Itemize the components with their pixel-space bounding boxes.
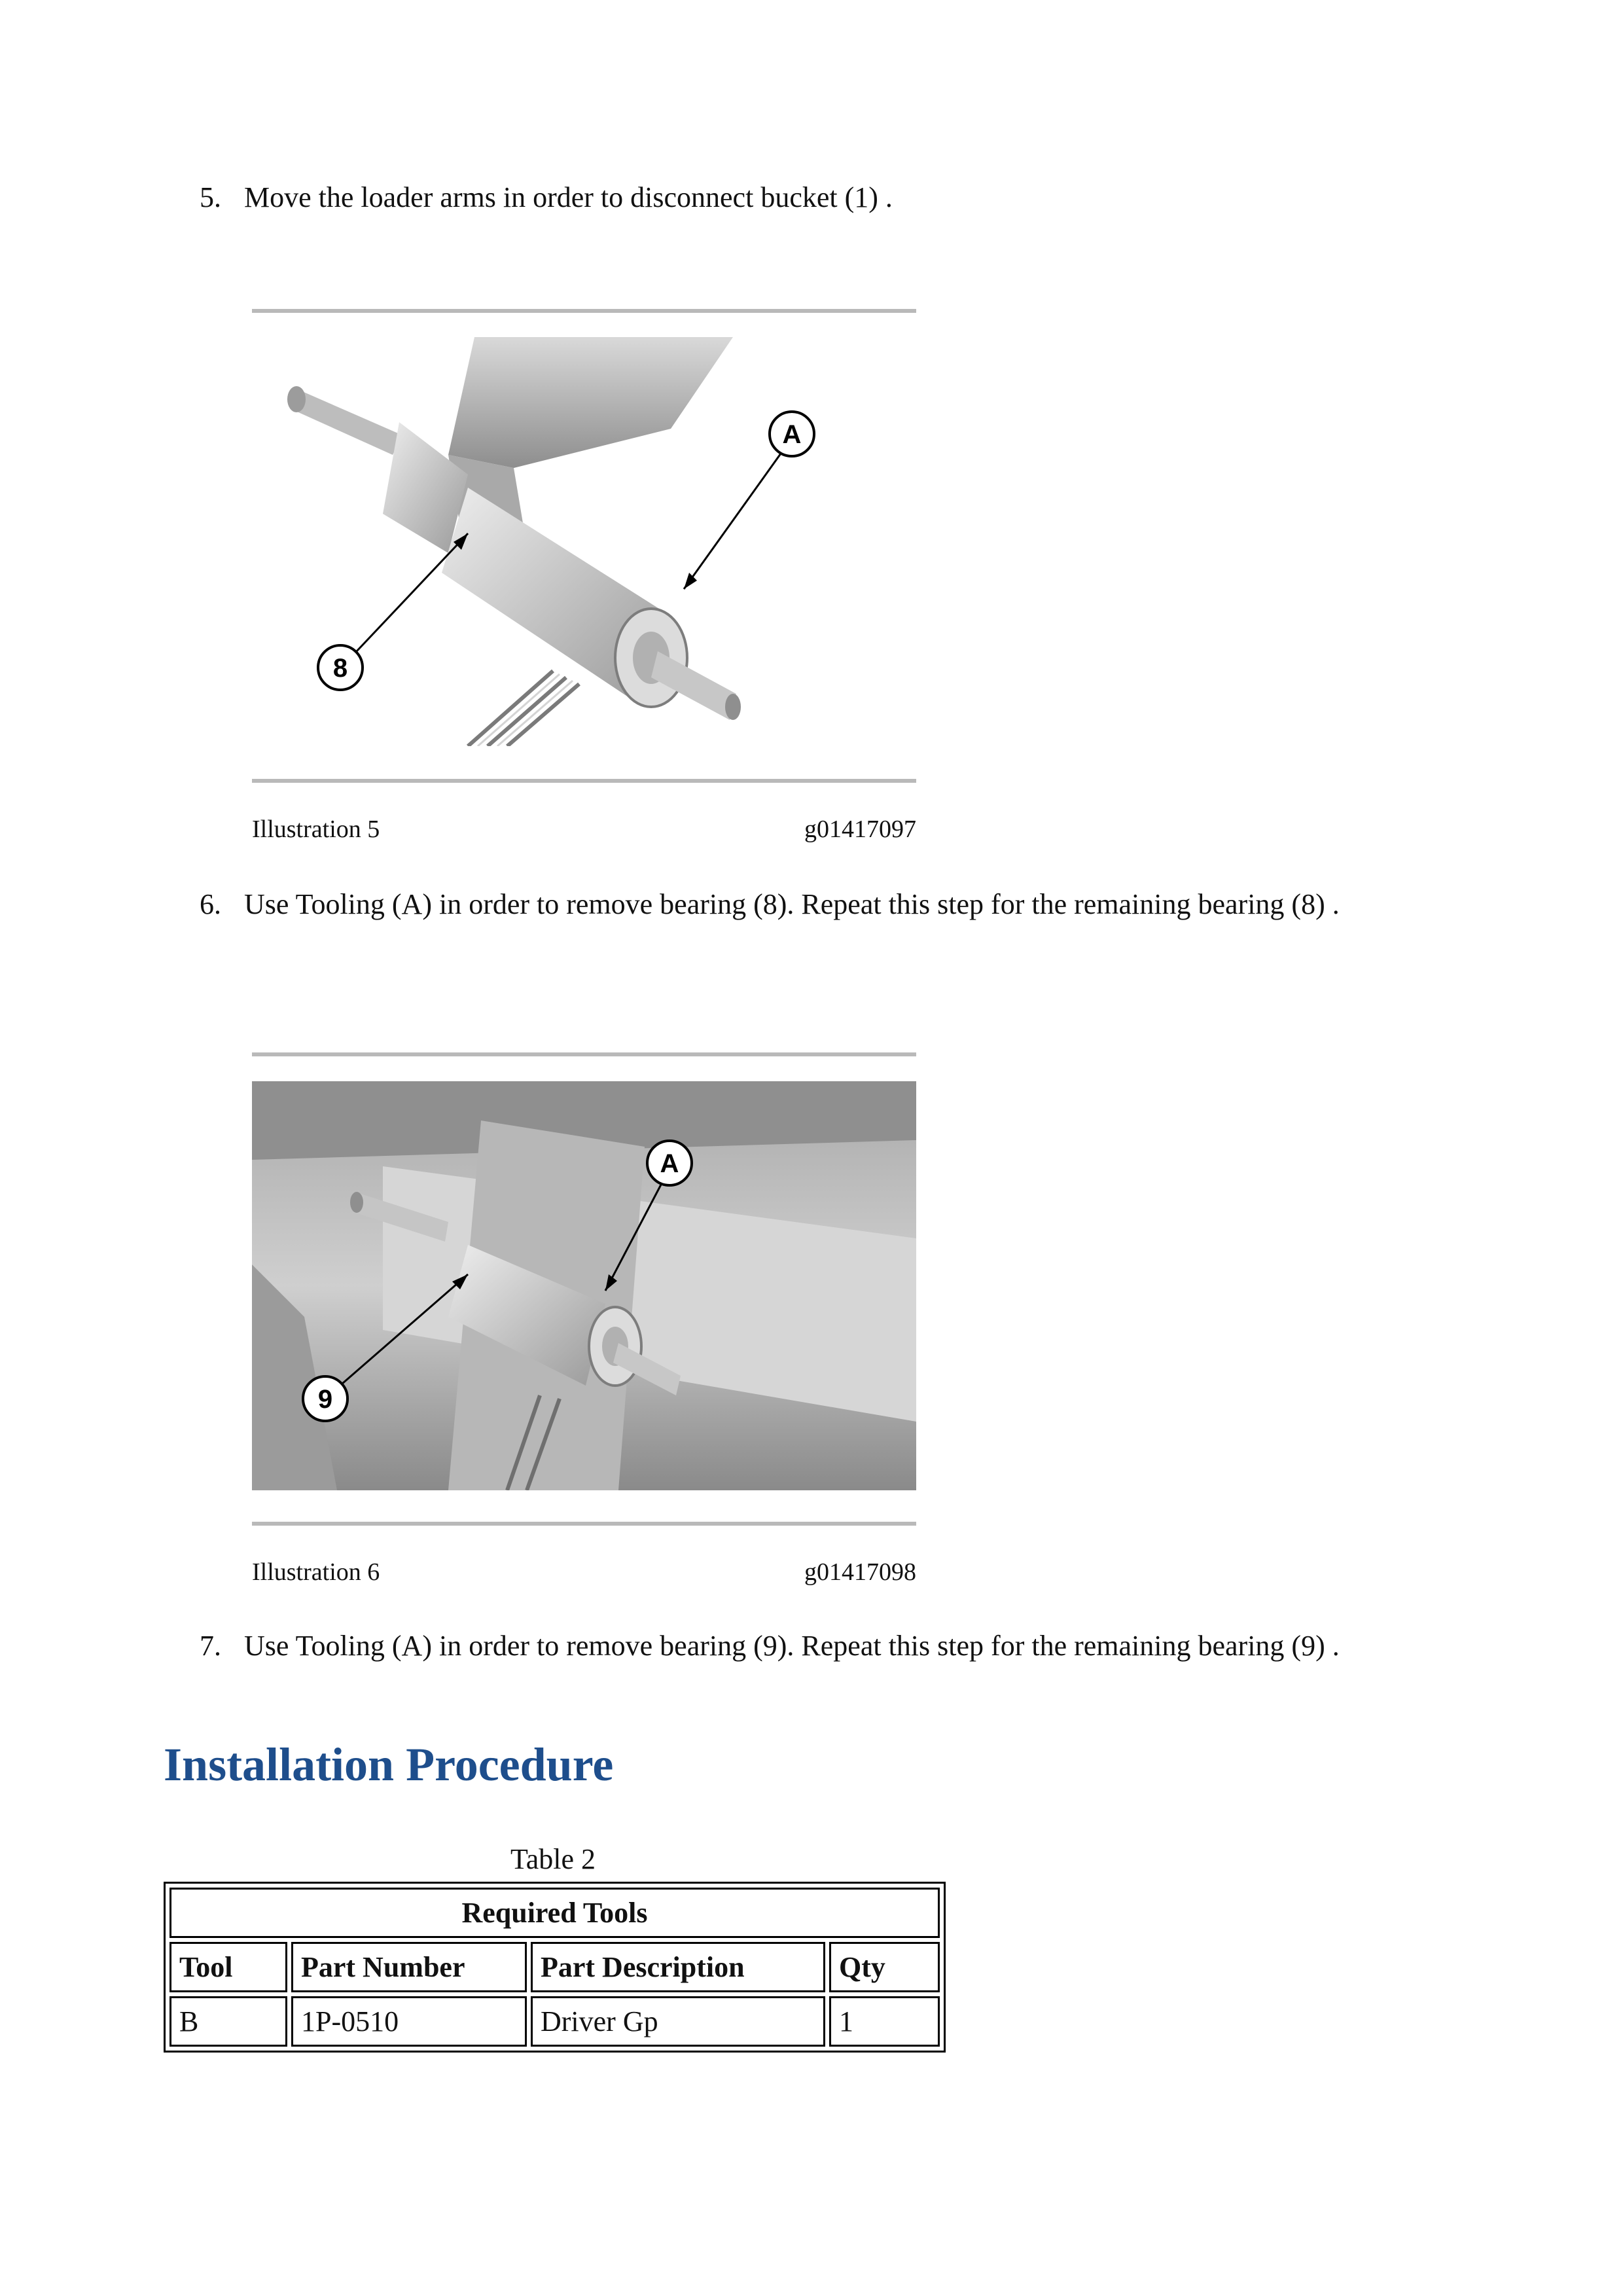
illustration-code: g01417097: [804, 816, 916, 843]
illustration-label: Illustration 5: [252, 816, 380, 843]
cell-qty: 1: [829, 1996, 940, 2047]
illustration-6-caption: [252, 1558, 916, 1590]
table-header-row: [169, 1942, 940, 1992]
illustration-5-image: [252, 337, 916, 746]
table-title-row: [169, 1888, 940, 1938]
column-header-qty: Qty: [829, 1942, 940, 1992]
table-title: Required Tools: [169, 1888, 940, 1938]
step-6: [200, 885, 1443, 963]
step-number: 5.: [200, 181, 221, 213]
illustration-label: Illustration 6: [252, 1558, 380, 1586]
step-text: Move the loader arms in order to disconnect bucket (1) .: [244, 181, 893, 213]
cell-part-number: 1P-0510: [291, 1996, 527, 2047]
section-heading: Installation Procedure: [164, 1738, 614, 1791]
illustration-top-rule: [252, 1052, 916, 1056]
required-tools-table: [164, 1882, 946, 2053]
step-text: Use Tooling (A) in order to remove bearing (8). Repeat this step for the remaining bearing (8) .: [244, 888, 1340, 920]
step-number: 6.: [200, 888, 221, 920]
step-number: 7.: [200, 1630, 221, 1662]
table-row: [169, 1996, 940, 2047]
table-caption: Table 2: [510, 1843, 596, 1875]
column-header-part-description: Part Description: [531, 1942, 825, 1992]
illustration-bottom-rule: [252, 1522, 916, 1526]
callout-a-label: A: [782, 420, 802, 449]
cell-tool: B: [169, 1996, 287, 2047]
step-text: Use Tooling (A) in order to remove bearing (9). Repeat this step for the remaining bearing (9) .: [244, 1630, 1340, 1662]
illustration-top-rule: [252, 309, 916, 313]
column-header-part-number: Part Number: [291, 1942, 527, 1992]
illustration-code: g01417098: [804, 1558, 916, 1586]
step-5: [200, 178, 1443, 217]
callout-9-label: 9: [317, 1385, 333, 1414]
illustration-6-image: [252, 1081, 916, 1490]
callout-a-label: A: [660, 1149, 679, 1178]
column-header-tool: Tool: [169, 1942, 287, 1992]
illustration-bottom-rule: [252, 779, 916, 783]
cell-part-description: Driver Gp: [531, 1996, 825, 2047]
illustration-5-caption: [252, 815, 916, 848]
step-7: [200, 1626, 1443, 1705]
callout-8-label: 8: [332, 654, 348, 683]
